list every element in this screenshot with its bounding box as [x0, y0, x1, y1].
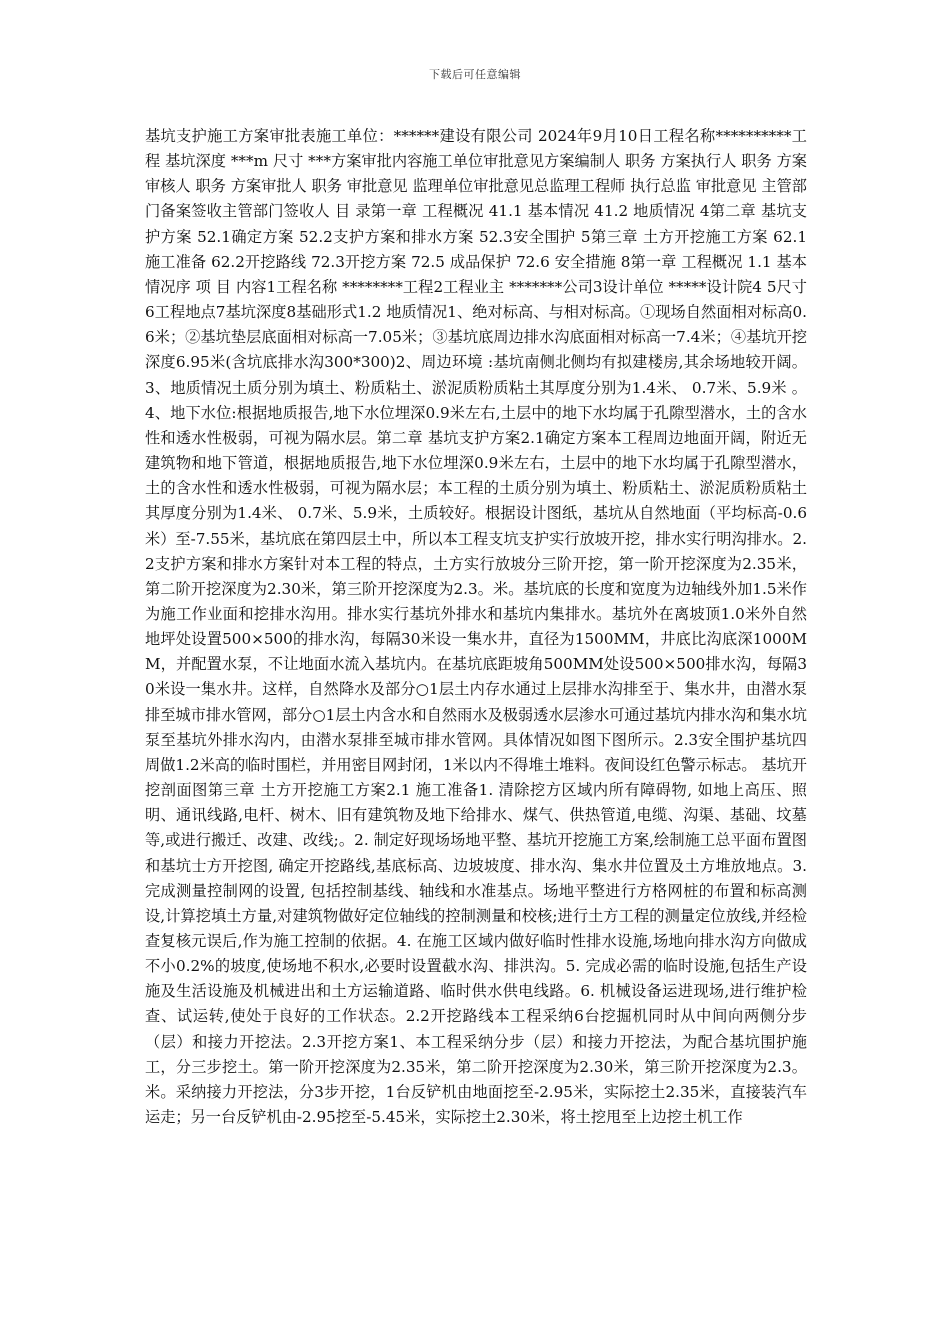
header-note: 下载后可任意编辑 [429, 68, 521, 81]
document-body-text: 基坑支护施工方案审批表施工单位：******建设有限公司 2024年9月10日工程名称**********工程 基坑深度 ***m 尺寸 ***方案审批内容施工单位审批意见方案编制人 职务 方案执行人 职务 方案审核人 职务 方案审批人 职务 审批意见 监理单位审批意见总监理工程师 执行总监 审批意见 主管部门备案签收主管部门签收人 目 录第一章 工程概况 41.1 基本情况 41.2 地质情况 4第二章 基坑支护方案 52.1确定方案 52.2支护方案和排水方案 52.3安全围护 5第三章 土方开挖施工方案 62.1 施工准备 62.2开挖路线 72.3开挖方案 72.5 成品保护 72.6 安全措施 8第一章 工程概况 1.1 基本情况序 项 目 内容1工程名称 ********工程2工程业主 *******公司3设计单位 *****设计院4 5尺寸6工程地点7基坑深度8基础形式1.2 地质情况1、绝对标高、与相对标高。①现场自然面相对标高0.6米；②基坑垫层底面相对标高一7.05米；③基坑底周边排水沟底面相对标高一7.4米；④基坑开挖深度6.95米(含坑底排水沟300*300)2、周边环境 :基坑南侧北侧均有拟建楼房,其余场地较开阔。3、地质情况土质分别为填土、粉质粘土、淤泥质粉质粘土其厚度分别为1.4米、 0.7米、5.9米 。4、地下水位:根据地质报告,地下水位埋深0.9米左右,土层中的地下水均属于孔隙型潜水，土的含水性和透水性极弱，可视为隔水层。第二章 基坑支护方案2.1确定方案本工程周边地面开阔，附近无建筑物和地下管道，根据地质报告,地下水位埋深0.9米左右，土层中的地下水均属于孔隙型潜水，土的含水性和透水性极弱，可视为隔水层；本工程的土质分别为填土、粉质粘土、淤泥质粉质粘土其厚度分别为1.4米、 0.7米、5.9米，土质较好。根据设计图纸，基坑从自然地面（平均标高-0.6米）至-7.55米，基坑底在第四层土中，所以本工程支坑支护实行放坡开挖，排水实行明沟排水。2.2支护方案和排水方案针对本工程的特点，土方实行放坡分三阶开挖，第一阶开挖深度为2.35米，第二阶开挖深度为2.30米，第三阶开挖深度为2.3。米。基坑底的长度和宽度为边轴线外加1.5米作为施工作业面和挖排水沟用。排水实行基坑外排水和基坑内集排水。基坑外在离坡顶1.0米外自然地坪处设置500×500的排水沟，每隔30米设一集水井，直径为1500MM，井底比沟底深1000MM，并配置水泵，不让地面水流入基坑内。在基坑底距坡角500MM处设500×500排水沟，每隔30米设一集水井。这样，自然降水及部分○1层土内存水通过上层排水沟排至于、集水井，由潜水泵排至城市排水管网，部分○1层土内含水和自然雨水及极弱透水层渗水可通过基坑内排水沟和集水坑泵至基坑外排水沟内，由潜水泵排至城市排水管网。具体情况如图下图所示。2.3安全围护基坑四周做1.2米高的临时围栏，并用密目网封闭，1米以内不得堆土堆料。夜间设红色警示标志。 基坑开挖剖面图第三章 土方开挖施工方案2.1 施工准备1. 清除挖方区域内所有障碍物, 如地上高压、照明、通讯线路,电杆、树木、旧有建筑物及地下给排水、煤气、供热管道,电缆、沟渠、基础、坟墓等,或进行搬迁、改建、改线;。2. 制定好现场场地平整、基坑开挖施工方案,绘制施工总平面布置图和基坑士方开挖图, 确定开挖路线,基底标高、边坡坡度、排水沟、集水井位置及土方堆放地点。3. 完成测量控制网的设置, 包括控制基线、轴线和水准基点。场地平整进行方格网桩的布置和标高测设,计算挖填土方量,对建筑物做好定位轴线的控制测量和校核;进行土方工程的测量定位放线,并经检查复核元误后,作为施工控制的依据。4. 在施工区域内做好临时性排水设施,场地向排水沟方向做成不小0.2%的坡度,使场地不积水,必要时设置截水沟、排洪沟。5. 完成必需的临时设施,包括生产设施及生活设施及机械进出和土方运输道路、临时供水供电线路。6. 机械设备运进现场,进行维护检查、试运转,使处于良好的工作状态。2.2开挖路线本工程采纳6台挖掘机同时从中间向两侧分步（层）和接力开挖法。2.3开挖方案1、本工程采纳分步（层）和接力开挖法，为配合基坑围护施工，分三步挖土。第一阶开挖深度为2.35米，第二阶开挖深度为2.30米，第三阶开挖深度为2.3。米。采纳接力开挖法，分3步开挖，1台反铲机由地面挖至-2.95米，实际挖土2.35米，直接装汽车运走；另一台反铲机由-2.95挖至-5.45米，实际挖土2.30米，将土挖甩至上边挖土机工作 [145, 127, 807, 1127]
